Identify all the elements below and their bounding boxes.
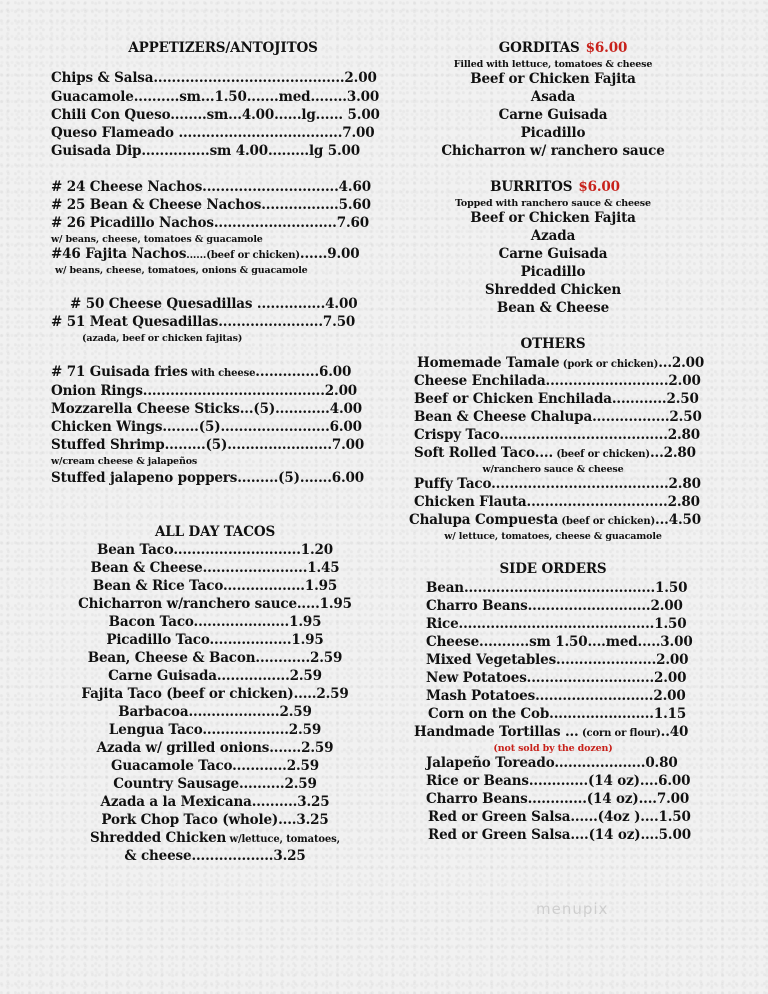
menu-item: Red or Green Salsa......(4oz )....1.50 xyxy=(428,809,691,825)
menu-item: Asada xyxy=(530,89,576,105)
menu-item: Carne Guisada xyxy=(498,246,608,262)
item-note: w/ beans, cheese, tomatoes, onions & guacamole xyxy=(55,265,308,276)
menu-item: Carne Guisada................2.59 xyxy=(108,668,322,684)
item-option: with cheese xyxy=(187,368,256,379)
menu-item: Pork Chop Taco (whole)....3.25 xyxy=(101,812,329,828)
item-option: (corn or flour) xyxy=(578,728,661,739)
menu-item xyxy=(417,355,704,373)
menu-item: Carne Guisada xyxy=(498,107,608,123)
section-title: BURRITOS xyxy=(490,179,573,195)
menu-item: Bean & Rice Taco..................1.95 xyxy=(92,578,338,594)
menu-item: Shredded Chicken xyxy=(484,282,622,298)
item-name: Chalupa Compuesta xyxy=(409,512,559,528)
menu-item: # 25 Bean & Cheese Nachos.................5.60 xyxy=(51,197,371,213)
item-note: w/ beans, cheese, tomatoes & guacamole xyxy=(51,234,263,245)
menu-item: Country Sausage..........2.59 xyxy=(113,776,317,792)
tacos-heading: ALL DAY TACOS xyxy=(154,524,276,540)
menu-item: & cheese..................3.25 xyxy=(124,848,306,864)
burritos-heading xyxy=(490,179,620,195)
menu-item: Beef or Chicken Fajita xyxy=(470,71,636,87)
menu-item: Guacamole..........sm...1.50.......med........3.00 xyxy=(51,89,380,105)
menu-item: Bean..........................................1.50 xyxy=(426,580,688,596)
appetizers-heading: APPETIZERS/ANTOJITOS xyxy=(128,40,318,56)
menu-item: Cheese...........sm 1.50....med.....3.00 xyxy=(426,634,693,650)
section-price: $6.00 xyxy=(585,40,628,56)
menu-item: Bean & Cheese Chalupa.................2.50 xyxy=(414,409,702,425)
menu-item: Mash Potatoes..........................2.00 xyxy=(426,688,686,704)
watermark: menupix xyxy=(536,900,609,918)
section-note: Filled with lettuce, tomatoes & cheese xyxy=(453,59,653,70)
menu-item: # 24 Cheese Nachos..............................4.60 xyxy=(51,179,371,195)
menu-item: Guisada Dip...............sm 4.00.........lg 5.00 xyxy=(51,143,361,159)
menu-item: Picadillo xyxy=(520,264,586,280)
menu-item: Barbacoa....................2.59 xyxy=(118,704,312,720)
section-title: GORDITAS xyxy=(498,40,580,56)
menu-item: Chips & Salsa..........................................2.00 xyxy=(51,70,377,86)
menu-item: Azada w/ grilled onions.......2.59 xyxy=(96,740,334,756)
item-price: ......9.00 xyxy=(299,246,360,262)
menu-item: Picadillo xyxy=(520,125,586,141)
item-option: w/lettuce, tomatoes, xyxy=(226,834,340,845)
menu-item: Azada xyxy=(530,228,576,244)
menu-item: Bean, Cheese & Bacon............2.59 xyxy=(87,650,343,666)
item-option: ......(beef or chicken) xyxy=(186,250,300,261)
menu-item: Charro Beans.............(14 oz)....7.00 xyxy=(426,791,690,807)
menu-item: Jalapeño Toreado....................0.80 xyxy=(426,755,678,771)
menu-item: Corn on the Cob.......................1.15 xyxy=(428,706,687,722)
menu-item: Azada a la Mexicana..........3.25 xyxy=(100,794,330,810)
menu-item: New Potatoes............................2.00 xyxy=(426,670,687,686)
menu-item xyxy=(51,246,360,264)
menu-item xyxy=(409,512,701,530)
menu-item: Mixed Vegetables......................2.00 xyxy=(426,652,689,668)
item-price: ..40 xyxy=(660,724,689,740)
menu-item: Chicken Flauta...............................2.80 xyxy=(414,494,700,510)
menu-item xyxy=(414,724,688,742)
gorditas-heading xyxy=(499,40,627,56)
menu-item: Queso Flameado ....................................7.00 xyxy=(51,125,375,141)
menu-item: Mozzarella Cheese Sticks...(5)............4.00 xyxy=(51,401,362,417)
menu-item: Guacamole Taco............2.59 xyxy=(110,758,320,774)
menu-item xyxy=(90,830,340,848)
menu-item: Rice...........................................1.50 xyxy=(426,616,687,632)
section-note: Topped with ranchero sauce & cheese xyxy=(455,198,651,209)
item-price: ...4.50 xyxy=(655,512,701,528)
item-note: w/ranchero sauce & cheese xyxy=(482,464,624,475)
menu-item: Bean & Cheese xyxy=(496,300,610,316)
menu-item: Picadillo Taco..................1.95 xyxy=(106,632,324,648)
item-name: Homemade Tamale xyxy=(417,355,560,371)
menu-item: Cheese Enchilada...........................2.00 xyxy=(414,373,701,389)
item-name: Handmade Tortillas ... xyxy=(414,724,579,740)
item-option: (beef or chicken) xyxy=(558,516,656,527)
item-note: w/ lettuce, tomatoes, cheese & guacamole xyxy=(444,531,662,542)
item-note: w/cream cheese & jalapeños xyxy=(51,456,198,467)
menu-item: Stuffed Shrimp.........(5).......................7.00 xyxy=(51,437,365,453)
others-heading: OTHERS xyxy=(520,336,586,352)
menu-item: Bean Taco............................1.20 xyxy=(96,542,334,558)
menu-item: Puffy Taco.......................................2.80 xyxy=(414,476,701,492)
menu-item: Bacon Taco.....................1.95 xyxy=(108,614,322,630)
menu-item xyxy=(414,445,696,463)
menu-item: Red or Green Salsa....(14 oz)....5.00 xyxy=(428,827,691,843)
menu-item xyxy=(51,364,351,382)
menu-item: Stuffed jalapeno poppers.........(5).......6.00 xyxy=(51,470,365,486)
menu-item: Lengua Taco...................2.59 xyxy=(108,722,322,738)
item-option: (beef or chicken) xyxy=(553,449,650,460)
item-note: (not sold by the dozen) xyxy=(493,743,613,754)
menu-item: # 51 Meat Quesadillas.......................7.50 xyxy=(51,314,356,330)
menu-item: Bean & Cheese.......................1.45 xyxy=(90,560,340,576)
menu-item: Chicharron w/ ranchero sauce xyxy=(441,143,665,159)
menu-item: Fajita Taco (beef or chicken).....2.59 xyxy=(81,686,349,702)
menu-item: Charro Beans...........................2.00 xyxy=(426,598,683,614)
item-name: Soft Rolled Taco.... xyxy=(414,445,553,461)
menu-item: Beef or Chicken Fajita xyxy=(470,210,636,226)
item-option: (pork or chicken) xyxy=(559,359,659,370)
item-name: #46 Fajita Nachos xyxy=(51,246,187,262)
menu-item: Chicken Wings........(5)........................6.00 xyxy=(51,419,362,435)
menu-item: Chili Con Queso........sm...4.00......lg...... 5.00 xyxy=(51,107,380,123)
menu-item: Crispy Taco.....................................2.80 xyxy=(414,427,701,443)
item-note: (azada, beef or chicken fajitas) xyxy=(82,333,243,344)
item-name: Shredded Chicken xyxy=(90,830,227,846)
menu-item: Chicharron w/ranchero sauce.....1.95 xyxy=(78,596,352,612)
section-price: $6.00 xyxy=(578,179,620,195)
menu-item: # 50 Cheese Quesadillas ...............4.00 xyxy=(70,296,358,312)
menu-item: Onion Rings........................................2.00 xyxy=(51,383,358,399)
side-orders-heading: SIDE ORDERS xyxy=(499,561,607,577)
item-price: ...2.80 xyxy=(649,445,696,461)
item-price: ...2.00 xyxy=(658,355,705,371)
item-price: ..............6.00 xyxy=(255,364,352,380)
menu-item: Beef or Chicken Enchilada............2.50 xyxy=(414,391,699,407)
item-name: # 71 Guisada fries xyxy=(51,364,188,380)
menu-item: # 26 Picadillo Nachos...........................7.60 xyxy=(51,215,369,231)
menu-item: Rice or Beans.............(14 oz)....6.00 xyxy=(426,773,691,789)
